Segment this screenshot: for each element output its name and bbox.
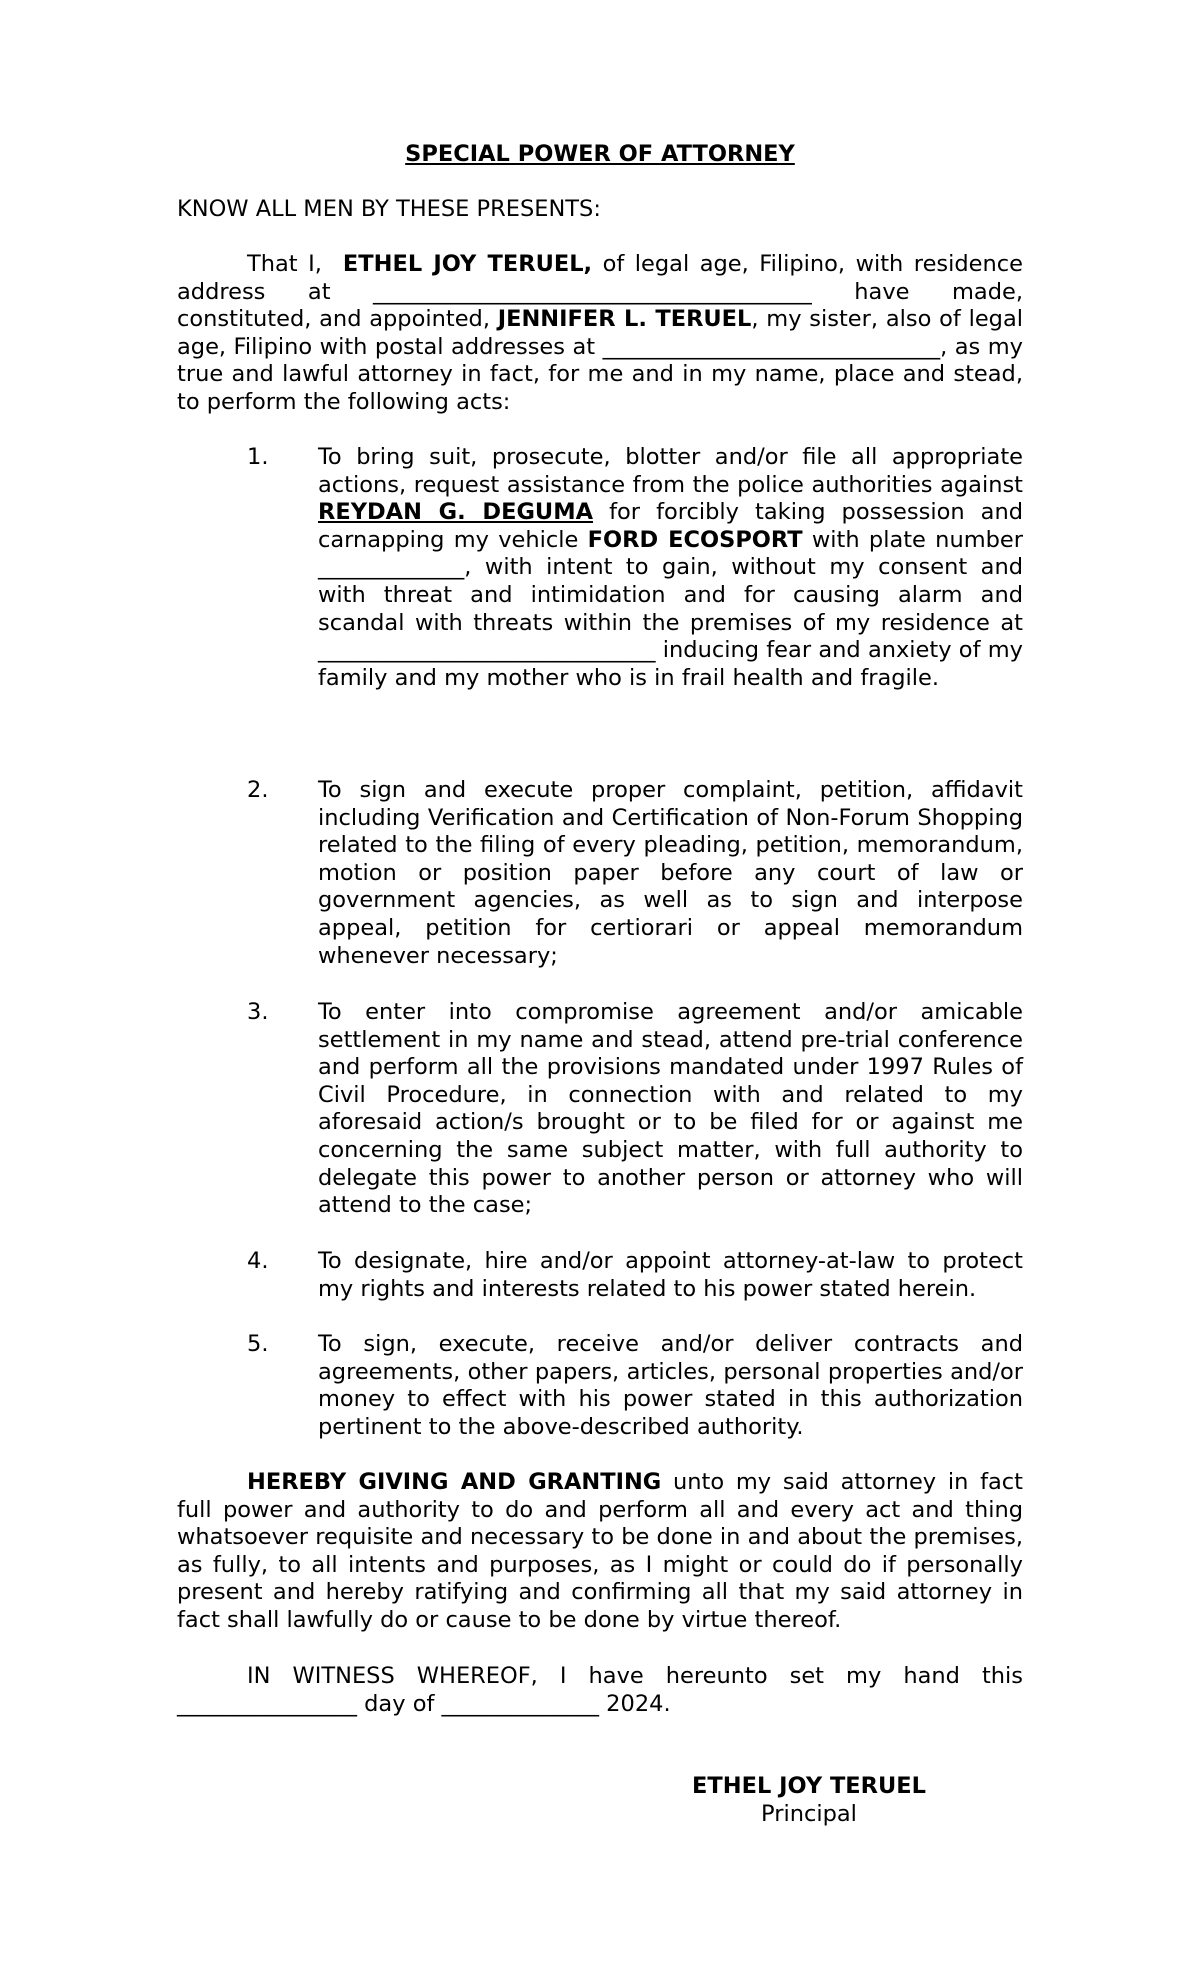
opening-text-5: , as my true and lawful attorney in fact, for me and in my name, place and stead, to perform the following acts: (177, 333, 1023, 415)
month-blank: ______________ (441, 1690, 600, 1717)
item-text: To sign and execute proper complaint, petition, affidavit including Verification and Certification of Non-Forum Shopping related to the filing of every pleading, petition, memorandum, motion or position paper before any court of law or government agencies, as well as to sign and interpose appeal, petition for certiorari or appeal memorandum whenever necessary; (318, 777, 1023, 969)
list-item (177, 777, 1023, 970)
list-item (177, 999, 1023, 1220)
witness-text-a: IN WITNESS WHEREOF, I have hereunto set my hand this (247, 1663, 1023, 1689)
document-title: SPECIAL POWER OF ATTORNEY (405, 141, 795, 167)
opening-text-3: have made, constituted, and appointed, (177, 278, 1023, 333)
witness-paragraph (177, 1663, 1023, 1718)
item-1-text-b: for forcibly taking possession and carnapping my vehicle (318, 499, 1024, 553)
vehicle-name: FORD ECOSPORT (587, 526, 803, 553)
plate-number-blank: _____________ (318, 554, 465, 581)
opening-text-4: , my sister, also of legal age, Filipino with postal addresses at (177, 306, 1023, 360)
list-item (177, 1331, 1023, 1441)
witness-text-c: 2024. (599, 1690, 671, 1717)
witness-text-b: day of (357, 1690, 442, 1717)
postal-address-blank: ______________________________ (602, 333, 941, 360)
item-1-text-c: with plate number (802, 526, 1023, 553)
opening-text-2: of legal age, Filipino, with residence address at (177, 251, 1023, 305)
principal-name: ETHEL JOY TERUEL, (342, 251, 593, 277)
item-text: To enter into compromise agreement and/or amicable settlement in my name and stead, attend pre-trial conference and perform all the provisions mandated under 1997 Rules of Civil Procedure, in connection with and related to my aforesaid action/s brought or to be filed for or against me concerning the same subject matter, with full authority to delegate this power to another person or attorney who will attend to the case; (318, 999, 1023, 1219)
attorney-name: JENNIFER L. TERUEL (497, 306, 752, 333)
item-1-text-e: inducing fear and anxiety of my family and my mother who is in frail health and fragile. (318, 637, 1023, 691)
list-item (177, 444, 1023, 692)
residence-address-blank: ______________________________ (318, 637, 656, 664)
item-number: 3. (247, 999, 269, 1025)
item-text (318, 444, 1023, 692)
item-text: To designate, hire and/or appoint attorney-at-law to protect my rights and interests related to his power stated herein. (318, 1248, 1023, 1302)
residence-blank: _______________________________________ (373, 278, 812, 305)
signatory-name: ETHEL JOY TERUEL (692, 1773, 926, 1799)
item-number: 5. (247, 1331, 269, 1357)
signatory-role: Principal (761, 1801, 857, 1827)
day-blank: ________________ (177, 1690, 357, 1717)
granting-lead: HEREBY GIVING AND GRANTING (247, 1469, 662, 1495)
item-1-text-a: To bring suit, prosecute, blotter and/or file all appropriate actions, request assistance from the police authorities against (318, 444, 1023, 498)
granting-paragraph (177, 1469, 1023, 1635)
respondent-name: REYDAN G. DEGUMA (318, 499, 594, 526)
item-text: To sign, execute, receive and/or deliver contracts and agreements, other papers, articles, personal properties and/or money to effect with his power stated in this authorization pertinent to the above-described authority. (318, 1331, 1023, 1440)
greeting: KNOW ALL MEN BY THESE PRESENTS: (177, 196, 601, 222)
item-1-text-d: , with intent to gain, without my consent and with threat and intimidation and for causing alarm and scandal with threats within the premises of my residence at (318, 554, 1023, 636)
opening-paragraph (177, 251, 1023, 417)
item-number: 4. (247, 1248, 269, 1274)
list-item (177, 1248, 1023, 1303)
item-number: 2. (247, 777, 269, 803)
item-number: 1. (247, 444, 269, 470)
granting-text: unto my said attorney in fact full power and authority to do and perform all and every act and thing whatsoever requisite and necessary to be done in and about the premises, as fully, to all intents and purposes, as I might or could do if personally present and hereby ratifying and confirming all that my said attorney in fact shall lawfully do or cause to be done by virtue thereof. (177, 1469, 1023, 1633)
opening-text-1: That I, (247, 251, 322, 277)
